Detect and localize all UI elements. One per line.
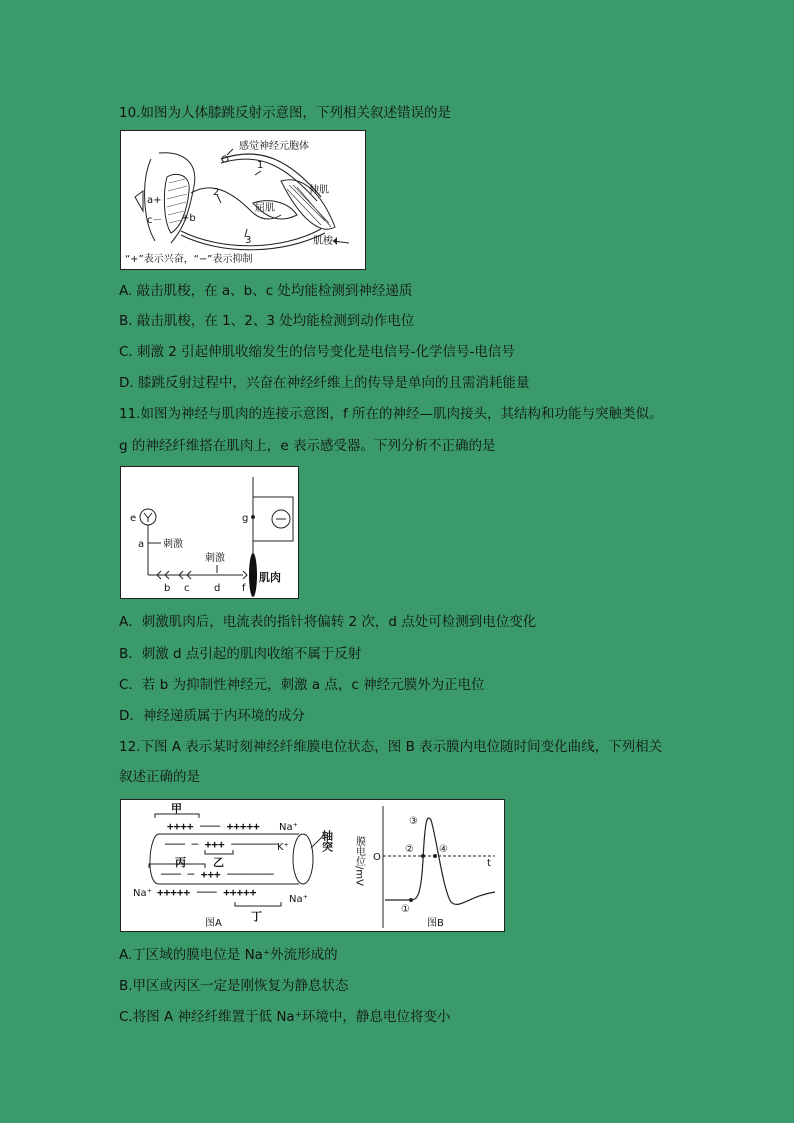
label-p3: ③ — [409, 816, 418, 827]
label-flexor: 屈肌 — [255, 203, 275, 214]
label-c: c－ — [147, 215, 163, 226]
q12-stem-line2: 叙述正确的是 — [119, 769, 200, 785]
q12-option-a: A.丁区域的膜电位是 Na⁺外流形成的 — [119, 947, 338, 963]
label-yi: 乙 — [213, 856, 224, 869]
label-na-left: Na⁺ — [133, 888, 152, 899]
label-na-top: Na⁺ — [279, 822, 298, 833]
label-f: f — [242, 583, 246, 594]
label-2: 2 — [213, 187, 220, 198]
label-a: a — [138, 539, 145, 550]
label-e: e — [130, 513, 137, 524]
label-b: b — [164, 583, 171, 594]
q11-option-b: B．刺激 d 点引起的肌肉收缩不属于反射 — [119, 646, 362, 662]
label-1: 1 — [257, 160, 264, 171]
label-d: d — [214, 583, 221, 594]
svg-text:─── ─ +++ ───────: ─── ─ +++ ─────── — [161, 868, 274, 881]
label-ylabel: 膜电位/mV — [353, 836, 365, 886]
q10-option-a: A. 敲击肌梭，在 a、b、c 处均能检测到神经递质 — [119, 283, 413, 299]
q12-stem-line1: 12.下图 A 表示某时刻神经纤维膜电位状态，图 B 表示膜内电位随时间变化曲线，下列相关 — [119, 739, 663, 755]
label-jia: 甲 — [171, 802, 182, 815]
q11-option-c: C．若 b 为抑制性神经元，刺激 a 点，c 神经元膜外为正电位 — [119, 677, 485, 693]
label-g: g — [242, 513, 249, 524]
label-muscle: 肌肉 — [259, 571, 281, 584]
label-3: 3 — [245, 235, 252, 246]
q11-figure — [120, 466, 299, 599]
q11-option-a: A．刺激肌肉后，电流表的指针将偏转 2 次，d 点处可检测到电位变化 — [119, 614, 537, 630]
label-fig-b: 图B — [427, 918, 444, 929]
label-p2: ② — [405, 844, 414, 855]
label-fig-a: 图A — [205, 918, 222, 929]
svg-text:─── ─ +++ ───────: ─── ─ +++ ─────── — [165, 838, 278, 851]
label-k: K⁺ — [277, 842, 289, 853]
svg-text:++++ ─── +++++: ++++ ─── +++++ — [167, 820, 260, 833]
q12-option-c: C.将图 A 神经纤维置于低 Na⁺环境中，静息电位将变小 — [119, 1009, 451, 1025]
label-extensor: 伸肌 — [309, 185, 329, 196]
svg-text:+++++ ─── +++++: +++++ ─── +++++ — [157, 886, 257, 899]
label-stim-2: 刺激 — [205, 553, 225, 564]
label-c: c — [184, 583, 190, 594]
q10-option-d: D. 膝跳反射过程中，兴奋在神经纤维上的传导是单向的且需消耗能量 — [119, 375, 530, 391]
label-stim-1: 刺激 — [163, 539, 183, 550]
label-bing: 丙 — [175, 856, 186, 869]
q12-option-b: B.甲区或丙区一定是刚恢复为静息状态 — [119, 978, 349, 994]
q11-option-d: D．神经递质属于内环境的成分 — [119, 708, 305, 724]
label-soma: 感觉神经元胞体 — [239, 141, 309, 152]
q12-figure — [120, 799, 505, 932]
label-p1: ① — [401, 904, 410, 915]
label-b: +b — [181, 213, 196, 224]
q10-option-b: B. 敲击肌梭，在 1、2、3 处均能检测到动作电位 — [119, 313, 415, 329]
label-zero: O — [373, 852, 381, 863]
label-a: a+ — [147, 195, 162, 206]
q11-stem-line2: g 的神经纤维搭在肌肉上，e 表示感受器。下列分析不正确的是 — [119, 438, 496, 454]
label-axon: 轴突 — [320, 830, 334, 852]
label-na-bottom: Na⁺ — [289, 894, 308, 905]
q10-option-c: C. 刺激 2 引起伸肌收缩发生的信号变化是电信号-化学信号-电信号 — [119, 344, 515, 360]
legend: “+”表示兴奋，“−”表示抑制 — [125, 254, 253, 265]
q10-stem: 10.如图为人体膝跳反射示意图，下列相关叙述错误的是 — [119, 105, 451, 121]
label-p4: ④ — [439, 844, 448, 855]
q10-figure — [120, 130, 366, 270]
label-t: t — [487, 858, 491, 869]
q11-stem-line1: 11.如图为神经与肌肉的连接示意图，f 所在的神经—肌肉接头，其结构和功能与突触类似。 — [119, 406, 663, 422]
label-tendon: 肌梭 — [313, 236, 333, 247]
label-ding: 丁 — [251, 910, 262, 923]
